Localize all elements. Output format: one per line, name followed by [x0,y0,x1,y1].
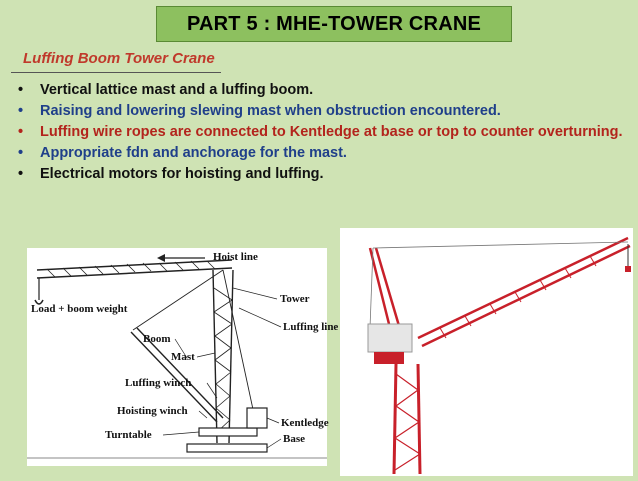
crane-photo [340,228,633,476]
subtitle-box [11,44,221,73]
label-luffing-winch: Luffing winch [125,377,192,389]
label-tower: Tower [280,293,310,305]
luffing-crane-diagram [27,248,339,466]
bullet-item: • Luffing wire ropes are connected to Kentledge at base or top to counter overturning. [16,122,626,143]
label-boom: Boom [143,333,171,345]
slide-title-bar [156,6,512,42]
label-mast: Mast [171,351,195,363]
boom-bottom-chord [37,268,232,278]
label-luffing-line: Luffing line [283,321,339,333]
bullet-item: • Raising and lowering slewing mast when obstruction encountered. [16,101,626,122]
label-turntable: Turntable [105,429,152,441]
boom-top-chord [37,260,232,270]
bullet-item: • Electrical motors for hoisting and luffing. [16,164,626,185]
bullet-item: • Appropriate fdn and anchorage for the mast. [16,143,626,164]
label-base: Base [283,433,305,445]
label-load-boom-weight: Load + boom weight [31,303,128,315]
label-hoist-line: Hoist line [213,251,258,263]
crane-line-drawing [27,248,339,466]
label-hoisting-winch: Hoisting winch [117,405,188,417]
slide-title: PART 5 : MHE-TOWER CRANE [186,12,482,35]
label-kentledge: Kentledge [281,417,329,429]
bullet-list [16,80,626,185]
bullet-item: • Vertical lattice mast and a luffing boom. [16,80,626,101]
subtitle-text: Luffing Boom Tower Crane [23,49,215,67]
red-luffing-crane-illustration [340,228,633,476]
